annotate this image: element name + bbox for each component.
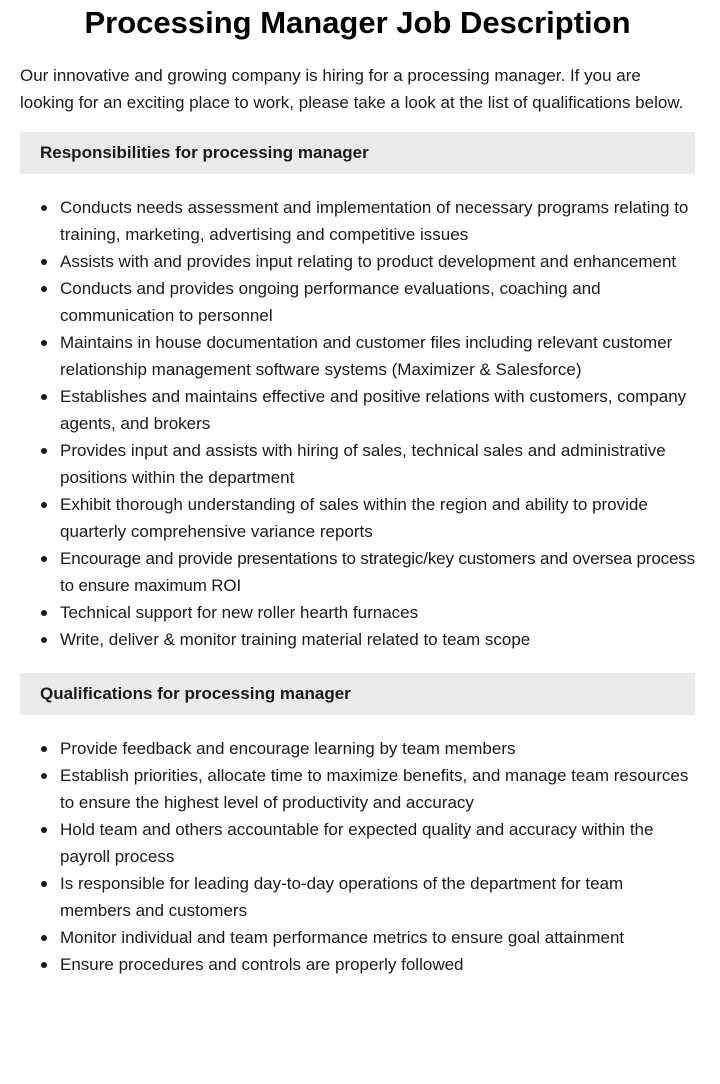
list-item [20,870,695,924]
list-item [20,491,695,545]
list-item-text: Establishes and maintains effective and positive relations with customers, company agents, and brokers [60,387,687,433]
responsibilities-heading: Responsibilities for processing manager [20,132,695,174]
list-item [20,248,695,275]
list-item [20,816,695,870]
bullet-icon [41,205,47,211]
list-item-text: Ensure procedures and controls are properly followed [60,955,464,974]
bullet-icon [41,746,47,752]
list-item [20,383,695,437]
list-item [20,545,695,599]
list-item [20,275,695,329]
bullet-icon [41,259,47,265]
list-item [20,437,695,491]
bullet-icon [41,881,47,887]
list-item-text: Encourage and provide presentations to strategic/key customers and oversea process to ensure maximum ROI [60,549,696,595]
list-item-text: Conducts and provides ongoing performance evaluations, coaching and communication to personnel [60,279,601,325]
list-item-text: Establish priorities, allocate time to maximize benefits, and manage team resources to ensure the highest level of productivity and accuracy [60,766,689,812]
qualifications-list [20,735,695,978]
bullet-icon [41,773,47,779]
list-item-text: Conducts needs assessment and implementation of necessary programs relating to training, marketing, advertising and competitive issues [60,198,689,244]
intro-paragraph: Our innovative and growing company is hiring for a processing manager. If you are looking for an exciting place to work, please take a look at the list of qualifications below. [20,66,684,112]
list-item-text: Write, deliver & monitor training material related to team scope [60,630,531,649]
list-item [20,762,695,816]
list-item-text: Monitor individual and team performance metrics to ensure goal attainment [60,928,625,947]
bullet-icon [41,394,47,400]
list-item [20,194,695,248]
bullet-icon [41,502,47,508]
bullet-icon [41,610,47,616]
job-description-page [20,0,695,978]
bullet-icon [41,935,47,941]
list-item-text: Technical support for new roller hearth furnaces [60,603,419,622]
list-item [20,951,695,978]
list-item-text: Provides input and assists with hiring of sales, technical sales and administrative positions within the department [60,441,666,487]
qualifications-heading: Qualifications for processing manager [20,673,695,715]
list-item-text: Hold team and others accountable for expected quality and accuracy within the payroll process [60,820,654,866]
responsibilities-list [20,194,695,653]
bullet-icon [41,448,47,454]
bullet-icon [41,340,47,346]
bullet-icon [41,827,47,833]
bullet-icon [41,962,47,968]
list-item-text: Maintains in house documentation and customer files including relevant customer relationship management software systems (Maximizer & Salesforce) [60,333,673,379]
list-item-text: Provide feedback and encourage learning by team members [60,739,516,758]
list-item-text: Assists with and provides input relating to product development and enhancement [60,252,677,271]
bullet-icon [41,556,47,562]
bullet-icon [41,637,47,643]
list-item [20,735,695,762]
list-item [20,329,695,383]
page-title: Processing Manager Job Description [84,5,631,40]
list-item [20,626,695,653]
list-item [20,599,695,626]
bullet-icon [41,286,47,292]
list-item-text: Exhibit thorough understanding of sales within the region and ability to provide quarterly comprehensive variance reports [60,495,648,541]
list-item [20,924,695,951]
list-item-text: Is responsible for leading day-to-day operations of the department for team members and customers [60,874,624,920]
